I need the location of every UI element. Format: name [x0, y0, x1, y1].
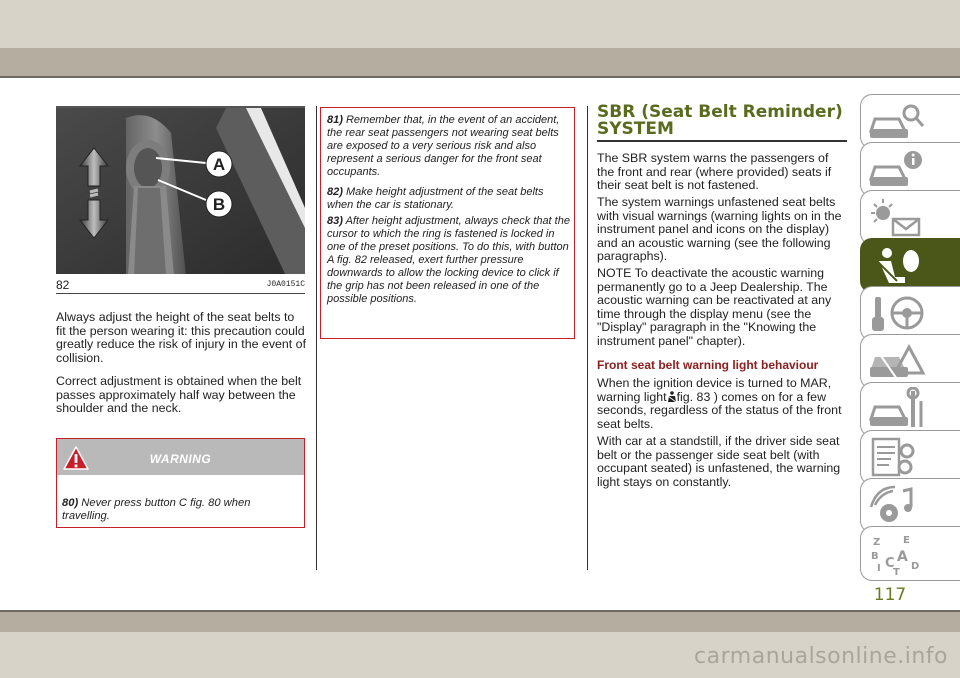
specs-gear-icon [867, 435, 927, 481]
tab-safety[interactable] [860, 238, 960, 293]
index-letter-a: A [897, 549, 908, 565]
figure-code: J0A0151C [266, 280, 305, 289]
multimedia-icon [867, 483, 927, 529]
alphabet-index-icon [867, 531, 927, 577]
paragraph-ignition-start: When the ignition device is turned to MAR, warning light [597, 376, 832, 404]
seat-belt-warning-light-icon [667, 391, 677, 403]
warning-note-number: 80) [62, 497, 79, 509]
note-text-81: Remember that, in the event of an accident, the rear seat passengers not wearing seat belts are exposed to a very serious risk and also represent a serious danger for the front seat occupants. [327, 114, 560, 178]
tab-starting-driving[interactable] [860, 286, 960, 341]
index-letter-d: D [911, 561, 920, 572]
warning-header [57, 439, 304, 475]
column-divider-2 [587, 106, 588, 570]
seat-belt-adjuster-illustration [56, 108, 305, 274]
car-search-icon [867, 99, 927, 145]
top-band [0, 0, 960, 48]
key-steering-wheel-icon [867, 291, 927, 337]
car-emergency-icon [867, 339, 927, 385]
paragraph-ignition [597, 377, 847, 431]
paragraph-sbr-note: NOTE To deactivate the acoustic warning permanently go to a Jeep Dealership. The acoustic warning can be reactivated at any time through the display menu (see the "Display" paragraph in the "Knowing the instrument panel" chapter). [597, 266, 832, 348]
note-text-82: Make height adjustment of the seat belts when the car is stationary. [327, 186, 544, 211]
note-number-83: 83) [327, 215, 343, 227]
tab-servicing[interactable] [860, 382, 960, 437]
warning-note-text: Never press button C fig. 80 when travelling. [62, 497, 251, 522]
tab-car-info[interactable] [860, 142, 960, 197]
index-letter-e: E [903, 535, 910, 546]
warning-title: WARNING [149, 452, 212, 466]
notes-box [320, 107, 575, 339]
seat-airbag-icon [867, 243, 927, 289]
bottom-bar [0, 612, 960, 632]
note-83 [327, 215, 571, 306]
index-letter-c: C [885, 556, 895, 571]
paragraph-ignition-end: fig. 83 ) comes on for a few seconds, regardless of the status of the front seat belts. [597, 389, 842, 431]
tab-emergency[interactable] [860, 334, 960, 389]
paragraph-sbr-warnings: The system warnings unfastened seat belts with visual warnings (warning lights on in the instrument panel and icons on the display) and an acoustic warning (see the following paragraphs). [597, 195, 842, 264]
figure-label-a: A [212, 155, 226, 174]
tab-multimedia[interactable] [860, 478, 960, 533]
top-bar [0, 48, 960, 76]
note-number-82: 82) [327, 186, 343, 198]
note-81 [327, 114, 571, 179]
tab-warning-lights[interactable] [860, 190, 960, 245]
paragraph-standstill: With car at a standstill, if the driver side seat belt or the passenger side seat belt (with occupant seated) is unfastened, the warning light stays on constantly. [597, 434, 841, 489]
figure-seat-belt-adjuster [56, 106, 305, 274]
page-number: 117 [873, 585, 907, 605]
tab-getting-to-know-car[interactable] [860, 94, 960, 149]
index-letter-b: B [871, 551, 879, 562]
car-info-icon [867, 147, 927, 193]
subheading-front-seat-belt: Front seat belt warning light behaviour [597, 358, 819, 372]
index-letter-z: Z [873, 537, 881, 548]
figure-caption [56, 278, 305, 294]
notes-box-top-rule [320, 107, 575, 108]
car-tools-icon [867, 387, 927, 433]
paragraph-sbr-intro: The SBR system warns the passengers of the front and rear (where provided) seats if their seat belt is not fastened. [597, 151, 832, 193]
note-number-81: 81) [327, 114, 343, 126]
figure-number: 82 [56, 278, 70, 292]
paragraph-correct-adjustment: Correct adjustment is obtained when the belt passes approximately half way between the shoulder and the neck. [56, 374, 302, 416]
section-title-line-2: SYSTEM [597, 119, 674, 139]
top-rule [0, 76, 960, 78]
index-letter-t: T [893, 567, 900, 577]
column-divider-1 [316, 106, 317, 570]
warning-box [56, 438, 305, 528]
note-text-83: After height adjustment, always check that the cursor to which the ring is fastened is locked in one of the preset positions. To do this, with button A fig. 82 released, exert further pressure downwards to allow the locking device to click if the grip has not been released in one of the possible positions. [327, 215, 570, 305]
section-title-line-1: SBR (Seat Belt Reminder) [597, 102, 843, 122]
tab-index[interactable] [860, 526, 960, 581]
figure-label-b: B [212, 195, 226, 214]
watermark: carmanualsonline.info [694, 644, 948, 669]
section-title [597, 104, 847, 138]
warning-light-message-icon [867, 195, 927, 241]
section-title-rule [597, 140, 847, 142]
warning-note-80 [62, 497, 298, 523]
index-letter-i: I [877, 563, 881, 574]
paragraph-adjust-height: Always adjust the height of the seat belts to fit the person wearing it: this precaution could greatly reduce the risk of injury in the event of collision. [56, 310, 307, 365]
note-82 [327, 186, 571, 212]
tab-technical-specs[interactable] [860, 430, 960, 485]
